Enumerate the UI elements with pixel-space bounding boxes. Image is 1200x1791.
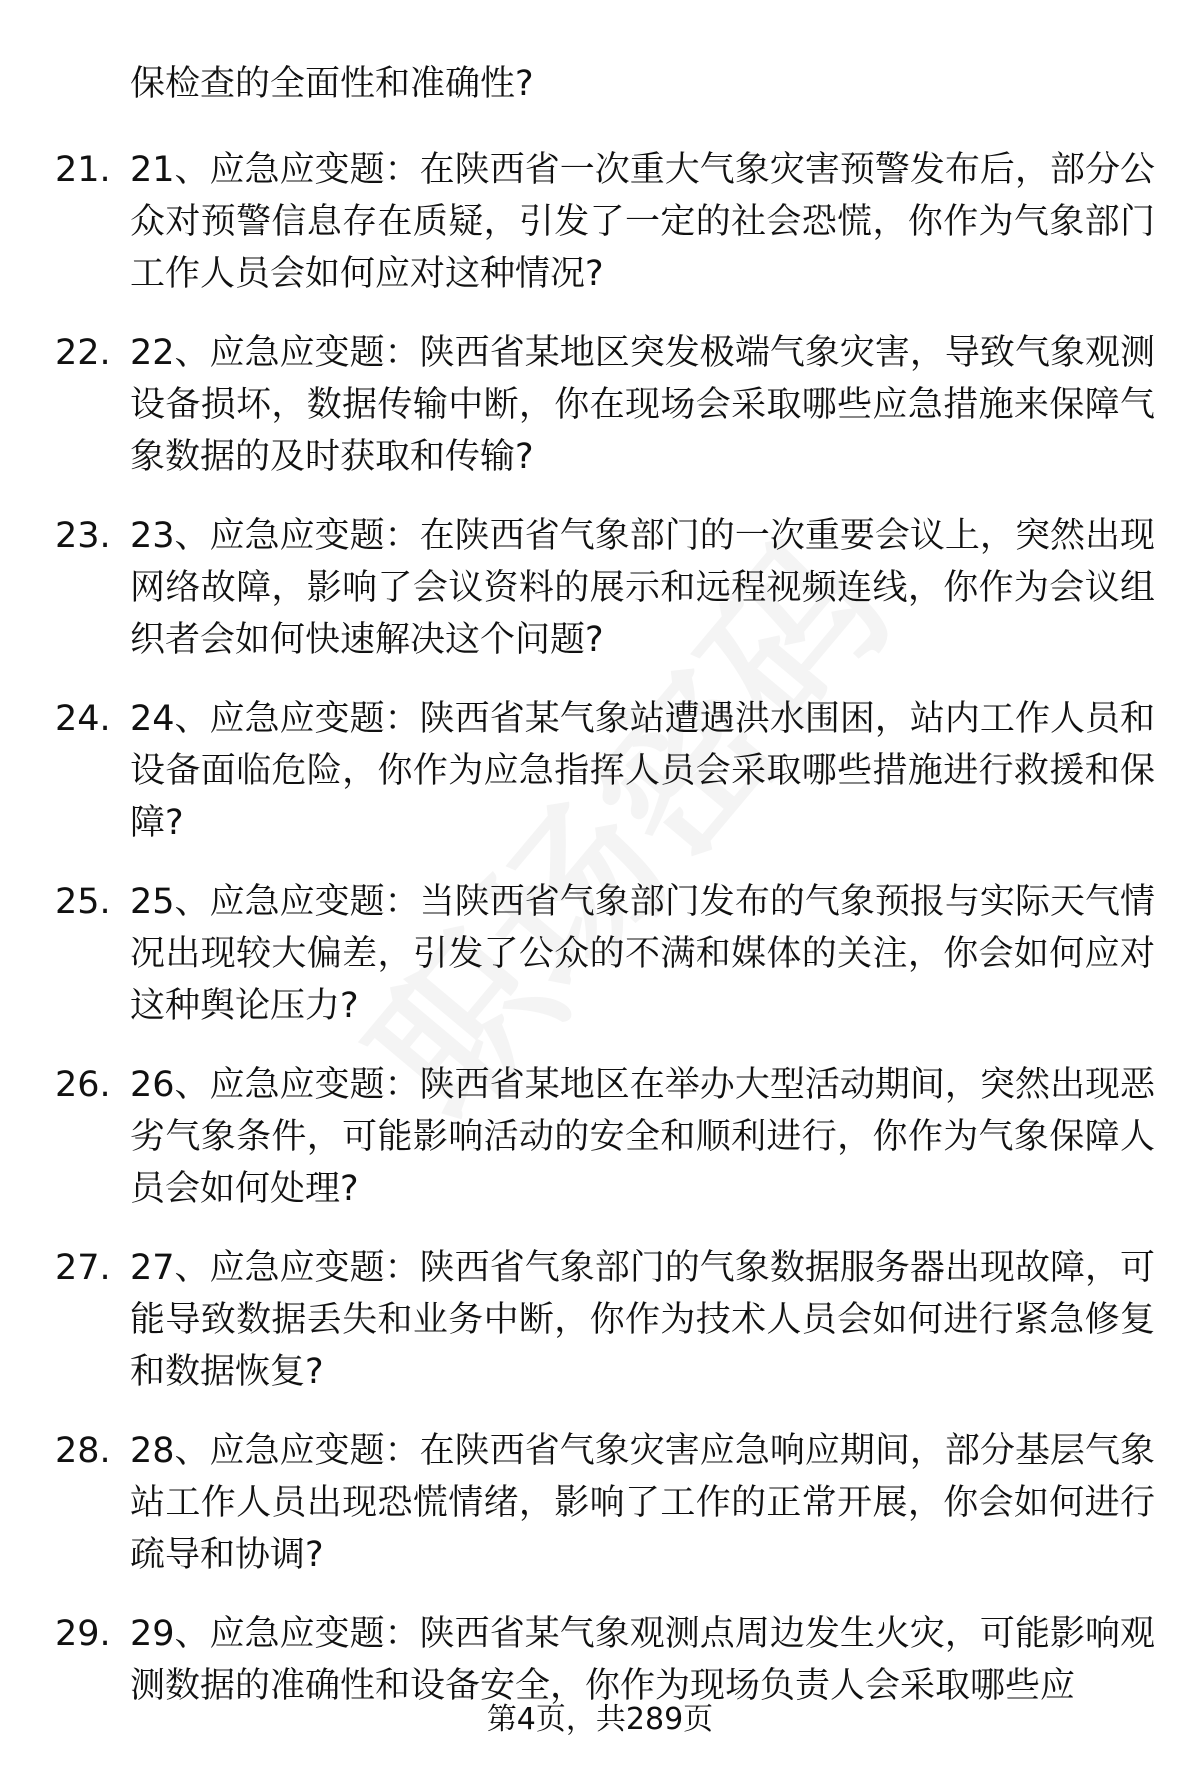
- question-item: [0, 327, 1200, 510]
- question-number: 24.: [55, 699, 111, 739]
- question-item: [0, 1425, 1200, 1608]
- question-item: [0, 1242, 1200, 1425]
- page-footer: 第4页，共289页: [486, 1702, 714, 1737]
- question-number: 28.: [55, 1431, 111, 1471]
- question-number: 27.: [55, 1248, 111, 1288]
- question-number: 25.: [55, 882, 111, 922]
- question-item: [0, 1059, 1200, 1242]
- question-item: [0, 693, 1200, 876]
- question-list: [0, 144, 1200, 1791]
- question-number: 23.: [55, 516, 111, 556]
- question-number: 21.: [55, 150, 111, 190]
- question-text: 26、应急应变题：陕西省某地区在举办大型活动期间，突然出现恶劣气象条件，可能影响活动的安全和顺利进行，你作为气象保障人员会如何处理?: [130, 1065, 1155, 1209]
- question-text: 23、应急应变题：在陕西省气象部门的一次重要会议上，突然出现网络故障，影响了会议资料的展示和远程视频连线，你作为会议组织者会如何快速解决这个问题?: [130, 516, 1155, 660]
- question-number: 29.: [55, 1614, 111, 1654]
- question-item: [0, 144, 1200, 327]
- continuation-text: 保检查的全面性和准确性?: [130, 64, 534, 104]
- question-text: 24、应急应变题：陕西省某气象站遭遇洪水围困，站内工作人员和设备面临危险，你作为应急指挥人员会采取哪些措施进行救援和保障?: [130, 699, 1155, 843]
- question-item: [0, 876, 1200, 1059]
- question-item: [0, 510, 1200, 693]
- question-text: 27、应急应变题：陕西省气象部门的气象数据服务器出现故障，可能导致数据丢失和业务中断，你作为技术人员会如何进行紧急修复和数据恢复?: [130, 1248, 1155, 1392]
- question-text: 25、应急应变题：当陕西省气象部门发布的气象预报与实际天气情况出现较大偏差，引发了公众的不满和媒体的关注，你会如何应对这种舆论压力?: [130, 882, 1155, 1026]
- question-number: 22.: [55, 333, 111, 373]
- question-number: 26.: [55, 1065, 111, 1105]
- question-text: 29、应急应变题：陕西省某气象观测点周边发生火灾，可能影响观测数据的准确性和设备安全，你作为现场负责人会采取哪些应: [130, 1614, 1155, 1706]
- question-text: 21、应急应变题：在陕西省一次重大气象灾害预警发布后，部分公众对预警信息存在质疑，引发了一定的社会恐慌，你作为气象部门工作人员会如何应对这种情况?: [130, 150, 1155, 294]
- question-text: 28、应急应变题：在陕西省气象灾害应急响应期间，部分基层气象站工作人员出现恐慌情绪，影响了工作的正常开展，你会如何进行疏导和协调?: [130, 1431, 1155, 1575]
- question-text: 22、应急应变题：陕西省某地区突发极端气象灾害，导致气象观测设备损坏，数据传输中断，你在现场会采取哪些应急措施来保障气象数据的及时获取和传输?: [130, 333, 1155, 477]
